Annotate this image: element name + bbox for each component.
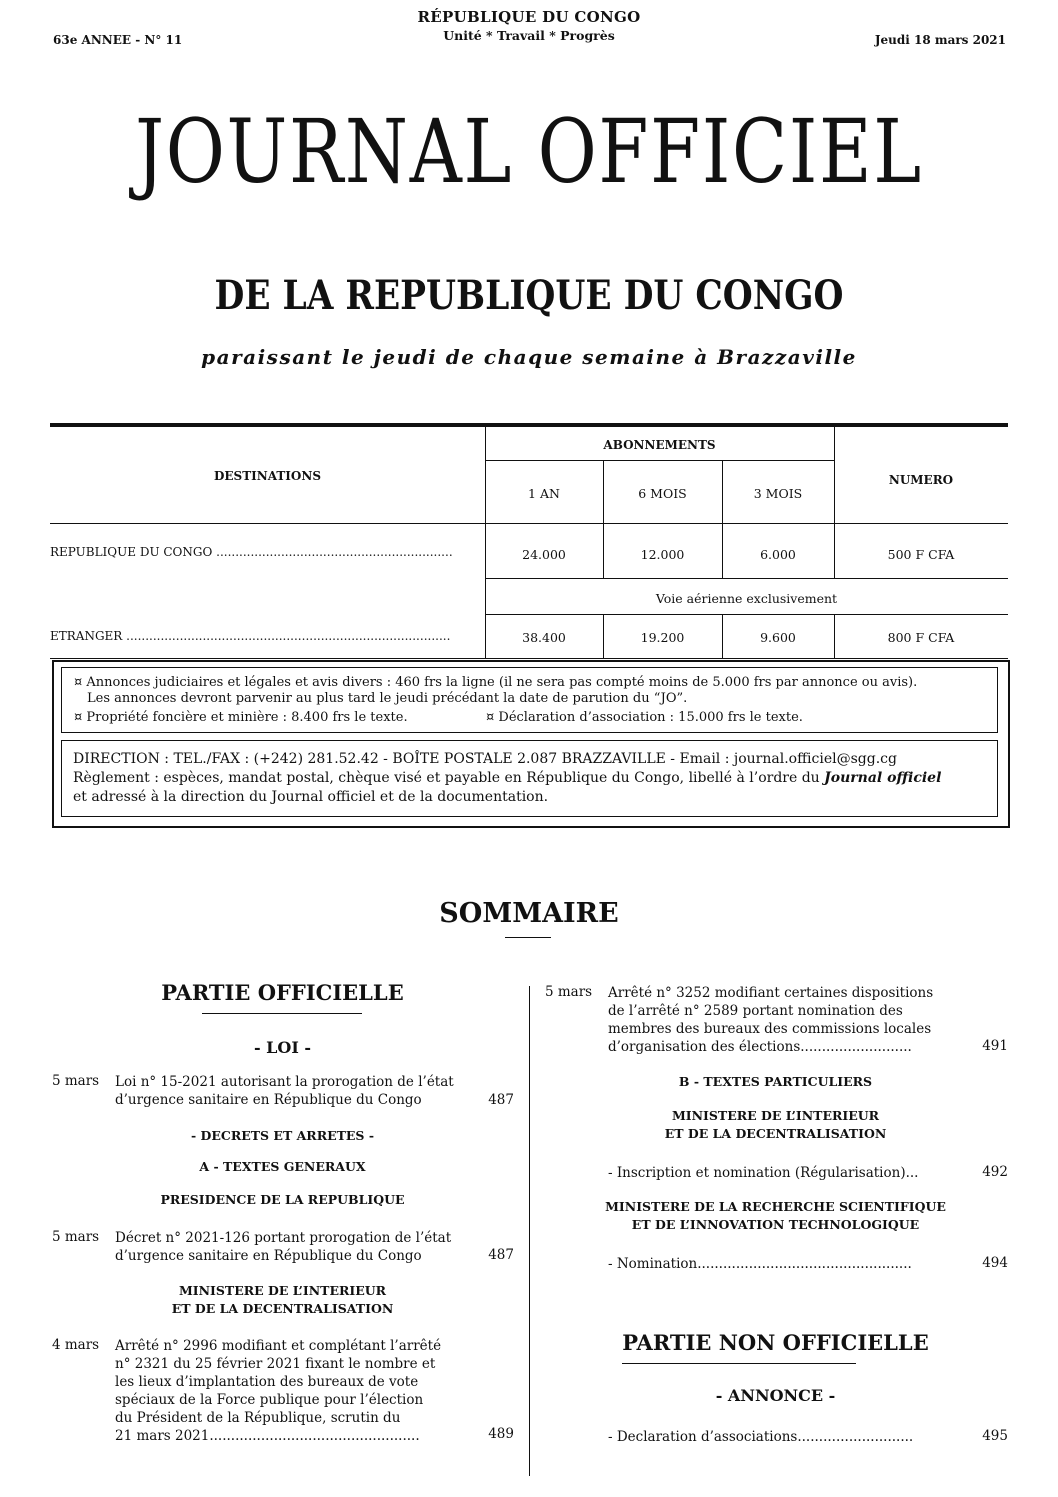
ministere-line: ET DE LA DECENTRALISATION [664, 1126, 887, 1141]
loi-line: Loi n° 15-2021 autorisant la prorogation de l’état [115, 1074, 454, 1090]
ministere-interieur [50, 1282, 515, 1318]
textes-particuliers: B - TEXTES PARTICULIERS [678, 1074, 873, 1089]
col-numero: NUMERO [888, 473, 954, 487]
column-divider [529, 986, 530, 1476]
inscription-entry: - Inscription et nomination (Régularisation)... [608, 1165, 919, 1181]
price-etranger-numero: 800 F CFA [887, 630, 955, 645]
direction-contact: DIRECTION : TEL./FAX : (+242) 281.52.42 - BOÎTE POSTALE 2.087 BRAZZAVILLE - Email : journal.officiel@sgg.cg [73, 751, 897, 767]
table-rule [485, 460, 834, 461]
section-decrets: - DECRETS ET ARRETES - [190, 1128, 375, 1143]
masthead-subtitle: DE LA REPUBLIQUE DU CONGO [214, 272, 844, 319]
arrete-line: n° 2321 du 25 février 2021 fixant le nombre et [115, 1356, 436, 1372]
direction-reglement [73, 770, 941, 786]
table-top-rule [50, 423, 1008, 427]
sommaire-rule [505, 937, 551, 938]
nomination-page: 494 [982, 1255, 1008, 1271]
masthead-tagline: paraissant le jeudi de chaque semaine à Brazzaville [201, 345, 857, 369]
col-1an: 1 AN [528, 486, 560, 501]
masthead-title: JOURNAL OFFICIEL [135, 100, 923, 203]
sommaire-title: SOMMAIRE [439, 898, 619, 929]
ministere-line: MINISTERE DE L’INTERIEUR [671, 1108, 880, 1123]
inscription-page: 492 [982, 1164, 1008, 1180]
price-congo-3mois: 6.000 [760, 547, 796, 562]
ministere-line: ET DE LA DECENTRALISATION [171, 1301, 394, 1316]
section-annonce: - ANNONCE - [715, 1386, 836, 1405]
arrete2-line: de l’arrêté n° 2589 portant nomination des [608, 1003, 903, 1019]
reglement-text: Règlement : espèces, mandat postal, chèque visé et payable en République du Congo, libellé à l’ordre du [73, 770, 825, 786]
issue-number: 63e ANNEE - N° 11 [53, 33, 183, 47]
price-congo-1an: 24.000 [522, 547, 566, 562]
table-rule [50, 523, 1008, 524]
declaration-entry: - Declaration d’associations........................... [608, 1429, 914, 1445]
nomination-entry: - Nomination.................................................. [608, 1256, 912, 1272]
table-col-rule [485, 427, 486, 658]
partie-officielle: PARTIE OFFICIELLE [161, 980, 404, 1005]
decret-date: 5 mars [52, 1229, 100, 1245]
notice-propriete: ¤ Propriété foncière et minière : 8.400 frs le texte. [74, 710, 408, 725]
price-etranger-3mois: 9.600 [760, 630, 796, 645]
ministere-interieur-2 [543, 1107, 1008, 1143]
price-congo-numero: 500 F CFA [887, 547, 955, 562]
arrete-line: spéciaux de la Force publique pour l’élection [115, 1392, 424, 1408]
republic-name: RÉPUBLIQUE DU CONGO [417, 8, 641, 26]
direction-adresse: et adressé à la direction du Journal officiel et de la documentation. [73, 789, 549, 805]
direction-box [61, 740, 998, 817]
loi-line: d’urgence sanitaire en République du Congo [115, 1092, 422, 1108]
motto: Unité * Travail * Progrès [443, 28, 615, 43]
recherche-line: ET DE L’INNOVATION TECHNOLOGIQUE [631, 1217, 920, 1232]
notice-annonces: ¤ Annonces judiciaires et légales et avis divers : 460 frs la ligne (il ne sera pas compté moins de 5.000 frs par annonce ou avis). [74, 675, 918, 690]
decret-page: 487 [488, 1247, 514, 1263]
arrete-date: 4 mars [52, 1337, 100, 1353]
price-etranger-6mois: 19.200 [640, 630, 685, 645]
arrete2-entry [608, 984, 943, 1056]
partie-non-rule [622, 1363, 856, 1364]
notice-association: ¤ Déclaration d’association : 15.000 frs le texte. [486, 710, 803, 725]
arrete2-line: Arrêté n° 3252 modifiant certaines dispositions [608, 985, 934, 1001]
recherche-line: MINISTERE DE LA RECHERCHE SCIENTIFIQUE [605, 1199, 946, 1214]
arrete2-page: 491 [982, 1038, 1008, 1054]
declaration-page: 495 [982, 1428, 1008, 1444]
loi-entry [115, 1073, 454, 1109]
decret-line: d’urgence sanitaire en République du Congo [115, 1248, 422, 1264]
partie-rule [202, 1013, 362, 1014]
ministere-recherche [543, 1198, 1008, 1234]
decret-line: Décret n° 2021-126 portant prorogation de l’état [115, 1230, 452, 1246]
table-rule [485, 578, 1008, 579]
journal-name: Journal officiel [824, 770, 942, 786]
arrete2-line: d’organisation des élections.......................... [608, 1039, 912, 1055]
loi-page: 487 [488, 1092, 514, 1108]
notice-delai: Les annonces devront parvenir au plus tard le jeudi précédant la date de parution du “JO”. [87, 691, 688, 706]
arrete-line: du Président de la République, scrutin du [115, 1410, 401, 1426]
table-rule [485, 614, 1008, 615]
arrete-page: 489 [488, 1426, 514, 1442]
decret-entry [115, 1229, 451, 1265]
arrete-entry [115, 1337, 450, 1445]
textes-generaux: A - TEXTES GENERAUX [199, 1159, 366, 1174]
col-3mois: 3 MOIS [753, 486, 803, 501]
col-abonnements: ABONNEMENTS [603, 438, 716, 452]
presidence: PRESIDENCE DE LA REPUBLIQUE [160, 1192, 405, 1207]
arrete2-date: 5 mars [545, 984, 593, 1000]
row-dest-congo: REPUBLIQUE DU CONGO .............................................................. [50, 545, 453, 559]
partie-non-officielle: PARTIE NON OFFICIELLE [622, 1330, 929, 1355]
loi-date: 5 mars [52, 1073, 100, 1089]
arrete-line: les lieux d’implantation des bureaux de vote [115, 1374, 419, 1390]
arrete-line: Arrêté n° 2996 modifiant et complétant l’arrêté [115, 1338, 442, 1354]
ministere-line: MINISTERE DE L’INTERIEUR [178, 1283, 387, 1298]
price-congo-6mois: 12.000 [640, 547, 685, 562]
col-6mois: 6 MOIS [638, 486, 687, 501]
notices-box [61, 667, 998, 733]
issue-date: Jeudi 18 mars 2021 [874, 33, 1006, 47]
price-etranger-1an: 38.400 [522, 630, 566, 645]
section-loi: - LOI - [253, 1038, 312, 1057]
row-dest-etranger: ETRANGER ..................................................................................... [50, 629, 451, 643]
table-rule [50, 658, 1008, 659]
arrete-line: 21 mars 2021................................................. [115, 1428, 420, 1444]
air-note: Voie aérienne exclusivement [655, 591, 838, 606]
arrete2-line: membres des bureaux des commissions locales [608, 1021, 932, 1037]
col-destinations: DESTINATIONS [213, 469, 321, 483]
